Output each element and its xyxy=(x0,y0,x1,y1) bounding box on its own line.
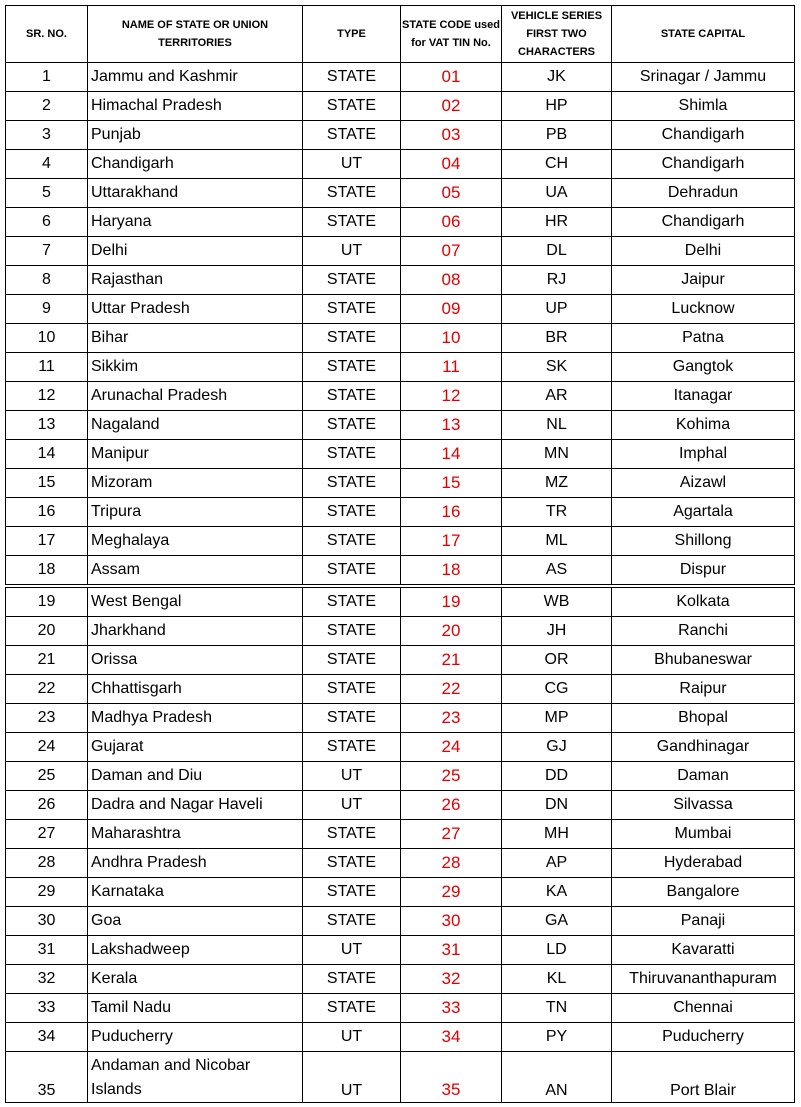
vehicle-series-cell: JK xyxy=(502,63,612,92)
state-name-cell: Sikkim xyxy=(88,353,303,382)
type-cell: STATE xyxy=(303,440,401,469)
state-name-cell: Mizoram xyxy=(88,469,303,498)
header-name: NAME OF STATE OR UNION TERRITORIES xyxy=(88,6,303,63)
vehicle-series-cell: SK xyxy=(502,353,612,382)
vehicle-series-cell: UA xyxy=(502,179,612,208)
vehicle-series-cell: JH xyxy=(502,617,612,646)
state-capital-cell: Delhi xyxy=(612,237,795,266)
state-capital-cell: Jaipur xyxy=(612,266,795,295)
type-cell: STATE xyxy=(303,556,401,585)
sr-no-cell: 11 xyxy=(6,353,88,382)
sr-no-cell: 17 xyxy=(6,527,88,556)
state-capital-cell: Silvassa xyxy=(612,791,795,820)
state-code-cell: 21 xyxy=(401,646,502,675)
state-code-cell: 28 xyxy=(401,849,502,878)
state-capital-cell: Agartala xyxy=(612,498,795,527)
table-row xyxy=(6,704,795,733)
state-capital-cell: Bhubaneswar xyxy=(612,646,795,675)
vehicle-series-cell: GA xyxy=(502,907,612,936)
state-name-cell: West Bengal xyxy=(88,588,303,617)
state-name-cell: Dadra and Nagar Haveli xyxy=(88,791,303,820)
state-name-cell: Himachal Pradesh xyxy=(88,92,303,121)
state-code-cell: 05 xyxy=(401,179,502,208)
table-row xyxy=(6,498,795,527)
vehicle-series-cell: KL xyxy=(502,965,612,994)
state-capital-cell: Srinagar / Jammu xyxy=(612,63,795,92)
sr-no-cell: 34 xyxy=(6,1023,88,1052)
sr-no-cell: 13 xyxy=(6,411,88,440)
header-state-capital: STATE CAPITAL xyxy=(612,6,795,63)
state-capital-cell: Daman xyxy=(612,762,795,791)
sr-no-cell: 7 xyxy=(6,237,88,266)
sr-no-cell: 31 xyxy=(6,936,88,965)
table-row xyxy=(6,588,795,617)
vehicle-series-cell: ML xyxy=(502,527,612,556)
state-name-cell: Madhya Pradesh xyxy=(88,704,303,733)
sr-no-cell: 19 xyxy=(6,588,88,617)
vehicle-series-cell: MP xyxy=(502,704,612,733)
state-name-cell: Orissa xyxy=(88,646,303,675)
states-table-part-2 xyxy=(5,587,795,1103)
vehicle-series-cell: MN xyxy=(502,440,612,469)
table-row xyxy=(6,762,795,791)
state-code-cell: 24 xyxy=(401,733,502,762)
state-capital-cell: Bangalore xyxy=(612,878,795,907)
type-cell: UT xyxy=(303,762,401,791)
type-cell: STATE xyxy=(303,617,401,646)
table-row xyxy=(6,411,795,440)
table-row xyxy=(6,63,795,92)
table-row xyxy=(6,266,795,295)
state-name-cell: Jammu and Kashmir xyxy=(88,63,303,92)
state-code-cell: 11 xyxy=(401,353,502,382)
state-code-cell: 12 xyxy=(401,382,502,411)
type-cell: STATE xyxy=(303,878,401,907)
state-name-cell: Kerala xyxy=(88,965,303,994)
state-code-cell: 29 xyxy=(401,878,502,907)
state-name-cell: Meghalaya xyxy=(88,527,303,556)
state-code-cell: 10 xyxy=(401,324,502,353)
state-code-cell: 32 xyxy=(401,965,502,994)
sr-no-cell: 6 xyxy=(6,208,88,237)
state-code-cell: 07 xyxy=(401,237,502,266)
state-code-cell: 17 xyxy=(401,527,502,556)
state-code-cell: 22 xyxy=(401,675,502,704)
state-name-cell: Andhra Pradesh xyxy=(88,849,303,878)
vehicle-series-cell: AP xyxy=(502,849,612,878)
sr-no-cell: 3 xyxy=(6,121,88,150)
vehicle-series-cell: BR xyxy=(502,324,612,353)
vehicle-series-cell: AR xyxy=(502,382,612,411)
vehicle-series-cell: TR xyxy=(502,498,612,527)
state-name-cell: Nagaland xyxy=(88,411,303,440)
sr-no-cell: 9 xyxy=(6,295,88,324)
state-capital-cell: Patna xyxy=(612,324,795,353)
type-cell: STATE xyxy=(303,965,401,994)
table-row xyxy=(6,237,795,266)
sr-no-cell: 14 xyxy=(6,440,88,469)
state-code-cell: 34 xyxy=(401,1023,502,1052)
state-capital-cell: Gandhinagar xyxy=(612,733,795,762)
vehicle-series-cell: DD xyxy=(502,762,612,791)
state-name-cell: Chandigarh xyxy=(88,150,303,179)
type-cell: STATE xyxy=(303,849,401,878)
sr-no-cell: 20 xyxy=(6,617,88,646)
state-name-cell: Delhi xyxy=(88,237,303,266)
type-cell: STATE xyxy=(303,63,401,92)
state-name-cell: Punjab xyxy=(88,121,303,150)
state-capital-cell: Kohima xyxy=(612,411,795,440)
state-code-cell: 30 xyxy=(401,907,502,936)
state-name-cell: Gujarat xyxy=(88,733,303,762)
state-capital-cell: Raipur xyxy=(612,675,795,704)
state-name-cell: Manipur xyxy=(88,440,303,469)
sr-no-cell: 32 xyxy=(6,965,88,994)
state-capital-cell: Gangtok xyxy=(612,353,795,382)
table-row xyxy=(6,179,795,208)
type-cell: STATE xyxy=(303,382,401,411)
sr-no-cell: 21 xyxy=(6,646,88,675)
vehicle-series-cell: UP xyxy=(502,295,612,324)
state-code-cell: 08 xyxy=(401,266,502,295)
vehicle-series-cell: DL xyxy=(502,237,612,266)
state-code-cell: 01 xyxy=(401,63,502,92)
type-cell: UT xyxy=(303,791,401,820)
sr-no-cell: 8 xyxy=(6,266,88,295)
state-capital-cell: Imphal xyxy=(612,440,795,469)
header-sr-no: SR. NO. xyxy=(6,6,88,63)
state-capital-cell: Shillong xyxy=(612,527,795,556)
sr-no-cell: 23 xyxy=(6,704,88,733)
state-capital-cell: Chandigarh xyxy=(612,121,795,150)
state-name-cell: Chhattisgarh xyxy=(88,675,303,704)
vehicle-series-cell: DN xyxy=(502,791,612,820)
state-code-cell: 27 xyxy=(401,820,502,849)
sr-no-cell: 22 xyxy=(6,675,88,704)
type-cell: STATE xyxy=(303,469,401,498)
state-name-cell: Goa xyxy=(88,907,303,936)
table-row xyxy=(6,1052,795,1103)
state-capital-cell: Chandigarh xyxy=(612,208,795,237)
type-cell: STATE xyxy=(303,994,401,1023)
sr-no-cell: 5 xyxy=(6,179,88,208)
state-code-cell: 18 xyxy=(401,556,502,585)
type-cell: UT xyxy=(303,237,401,266)
state-name-cell: Arunachal Pradesh xyxy=(88,382,303,411)
vehicle-series-cell: HR xyxy=(502,208,612,237)
state-code-cell: 14 xyxy=(401,440,502,469)
state-name-cell: Bihar xyxy=(88,324,303,353)
type-cell: STATE xyxy=(303,353,401,382)
state-capital-cell: Chennai xyxy=(612,994,795,1023)
vehicle-series-cell: PY xyxy=(502,1023,612,1052)
state-code-cell: 15 xyxy=(401,469,502,498)
type-cell: STATE xyxy=(303,92,401,121)
sr-no-cell: 29 xyxy=(6,878,88,907)
vehicle-series-cell: WB xyxy=(502,588,612,617)
table-row xyxy=(6,907,795,936)
header-vehicle-series: VEHICLE SERIES FIRST TWO CHARACTERS xyxy=(502,6,612,63)
state-name-cell: Rajasthan xyxy=(88,266,303,295)
vehicle-series-cell: AS xyxy=(502,556,612,585)
table-row xyxy=(6,440,795,469)
state-capital-cell: Port Blair xyxy=(612,1052,795,1103)
vehicle-series-cell: AN xyxy=(502,1052,612,1103)
state-name-cell: Tamil Nadu xyxy=(88,994,303,1023)
state-code-cell: 20 xyxy=(401,617,502,646)
table-row xyxy=(6,849,795,878)
state-capital-cell: Itanagar xyxy=(612,382,795,411)
state-capital-cell: Lucknow xyxy=(612,295,795,324)
table-row xyxy=(6,469,795,498)
table-row xyxy=(6,646,795,675)
table-row xyxy=(6,617,795,646)
header-type: TYPE xyxy=(303,6,401,63)
state-capital-cell: Thiruvananthapuram xyxy=(612,965,795,994)
state-capital-cell: Ranchi xyxy=(612,617,795,646)
sr-no-cell: 12 xyxy=(6,382,88,411)
type-cell: STATE xyxy=(303,208,401,237)
table-row xyxy=(6,675,795,704)
table-row xyxy=(6,936,795,965)
state-capital-cell: Mumbai xyxy=(612,820,795,849)
state-capital-cell: Chandigarh xyxy=(612,150,795,179)
vehicle-series-cell: PB xyxy=(502,121,612,150)
state-capital-cell: Kavaratti xyxy=(612,936,795,965)
state-name-cell: Maharashtra xyxy=(88,820,303,849)
sr-no-cell: 18 xyxy=(6,556,88,585)
sr-no-cell: 27 xyxy=(6,820,88,849)
type-cell: UT xyxy=(303,1023,401,1052)
table-row xyxy=(6,1023,795,1052)
type-cell: STATE xyxy=(303,179,401,208)
sr-no-cell: 26 xyxy=(6,791,88,820)
type-cell: STATE xyxy=(303,295,401,324)
state-name-cell: Daman and Diu xyxy=(88,762,303,791)
state-code-cell: 03 xyxy=(401,121,502,150)
sr-no-cell: 1 xyxy=(6,63,88,92)
table-row xyxy=(6,382,795,411)
sr-no-cell: 10 xyxy=(6,324,88,353)
sr-no-cell: 15 xyxy=(6,469,88,498)
state-code-cell: 31 xyxy=(401,936,502,965)
vehicle-series-cell: MZ xyxy=(502,469,612,498)
table-row xyxy=(6,556,795,585)
type-cell: STATE xyxy=(303,733,401,762)
table-row xyxy=(6,121,795,150)
type-cell: STATE xyxy=(303,646,401,675)
state-capital-cell: Panaji xyxy=(612,907,795,936)
type-cell: STATE xyxy=(303,266,401,295)
state-capital-cell: Shimla xyxy=(612,92,795,121)
table-row xyxy=(6,878,795,907)
type-cell: UT xyxy=(303,936,401,965)
state-code-cell: 23 xyxy=(401,704,502,733)
state-code-cell: 06 xyxy=(401,208,502,237)
state-name-cell: Uttar Pradesh xyxy=(88,295,303,324)
state-capital-cell: Dispur xyxy=(612,556,795,585)
state-name-cell: Uttarakhand xyxy=(88,179,303,208)
type-cell: STATE xyxy=(303,498,401,527)
state-capital-cell: Bhopal xyxy=(612,704,795,733)
sr-no-cell: 33 xyxy=(6,994,88,1023)
table-row xyxy=(6,791,795,820)
state-code-cell: 13 xyxy=(401,411,502,440)
type-cell: STATE xyxy=(303,820,401,849)
state-code-cell: 25 xyxy=(401,762,502,791)
vehicle-series-cell: CG xyxy=(502,675,612,704)
states-table-part-1 xyxy=(5,5,795,585)
table-row xyxy=(6,295,795,324)
type-cell: STATE xyxy=(303,121,401,150)
state-name-cell: Haryana xyxy=(88,208,303,237)
sr-no-cell: 25 xyxy=(6,762,88,791)
table-row xyxy=(6,994,795,1023)
header-state-code: STATE CODE used for VAT TIN No. xyxy=(401,6,502,63)
state-code-cell: 04 xyxy=(401,150,502,179)
state-code-cell: 09 xyxy=(401,295,502,324)
type-cell: UT xyxy=(303,150,401,179)
table-row xyxy=(6,527,795,556)
state-code-cell: 26 xyxy=(401,791,502,820)
vehicle-series-cell: MH xyxy=(502,820,612,849)
type-cell: STATE xyxy=(303,527,401,556)
header-row xyxy=(6,6,795,63)
state-name-cell: Tripura xyxy=(88,498,303,527)
state-code-cell: 02 xyxy=(401,92,502,121)
table-row xyxy=(6,820,795,849)
sr-no-cell: 24 xyxy=(6,733,88,762)
state-code-cell: 33 xyxy=(401,994,502,1023)
table-row xyxy=(6,353,795,382)
sr-no-cell: 35 xyxy=(6,1052,88,1103)
table-row xyxy=(6,150,795,179)
state-capital-cell: Hyderabad xyxy=(612,849,795,878)
state-name-cell: Jharkhand xyxy=(88,617,303,646)
state-name-cell: Lakshadweep xyxy=(88,936,303,965)
type-cell: STATE xyxy=(303,411,401,440)
state-code-cell: 35 xyxy=(401,1052,502,1103)
table-row xyxy=(6,965,795,994)
sr-no-cell: 30 xyxy=(6,907,88,936)
state-name-cell: Puducherry xyxy=(88,1023,303,1052)
type-cell: STATE xyxy=(303,675,401,704)
sr-no-cell: 16 xyxy=(6,498,88,527)
state-name-cell: Assam xyxy=(88,556,303,585)
state-capital-cell: Puducherry xyxy=(612,1023,795,1052)
vehicle-series-cell: NL xyxy=(502,411,612,440)
vehicle-series-cell: OR xyxy=(502,646,612,675)
type-cell: STATE xyxy=(303,324,401,353)
state-capital-cell: Dehradun xyxy=(612,179,795,208)
vehicle-series-cell: HP xyxy=(502,92,612,121)
vehicle-series-cell: TN xyxy=(502,994,612,1023)
vehicle-series-cell: LD xyxy=(502,936,612,965)
vehicle-series-cell: GJ xyxy=(502,733,612,762)
table-row xyxy=(6,92,795,121)
state-code-cell: 16 xyxy=(401,498,502,527)
sr-no-cell: 28 xyxy=(6,849,88,878)
state-code-cell: 19 xyxy=(401,588,502,617)
type-cell: UT xyxy=(303,1052,401,1103)
state-name-cell: Karnataka xyxy=(88,878,303,907)
state-capital-cell: Kolkata xyxy=(612,588,795,617)
state-name-cell: Andaman and Nicobar Islands xyxy=(88,1052,303,1103)
table-row xyxy=(6,208,795,237)
sr-no-cell: 4 xyxy=(6,150,88,179)
type-cell: STATE xyxy=(303,704,401,733)
vehicle-series-cell: KA xyxy=(502,878,612,907)
table-row xyxy=(6,733,795,762)
table-row xyxy=(6,324,795,353)
vehicle-series-cell: RJ xyxy=(502,266,612,295)
type-cell: STATE xyxy=(303,907,401,936)
type-cell: STATE xyxy=(303,588,401,617)
state-capital-cell: Aizawl xyxy=(612,469,795,498)
vehicle-series-cell: CH xyxy=(502,150,612,179)
sr-no-cell: 2 xyxy=(6,92,88,121)
